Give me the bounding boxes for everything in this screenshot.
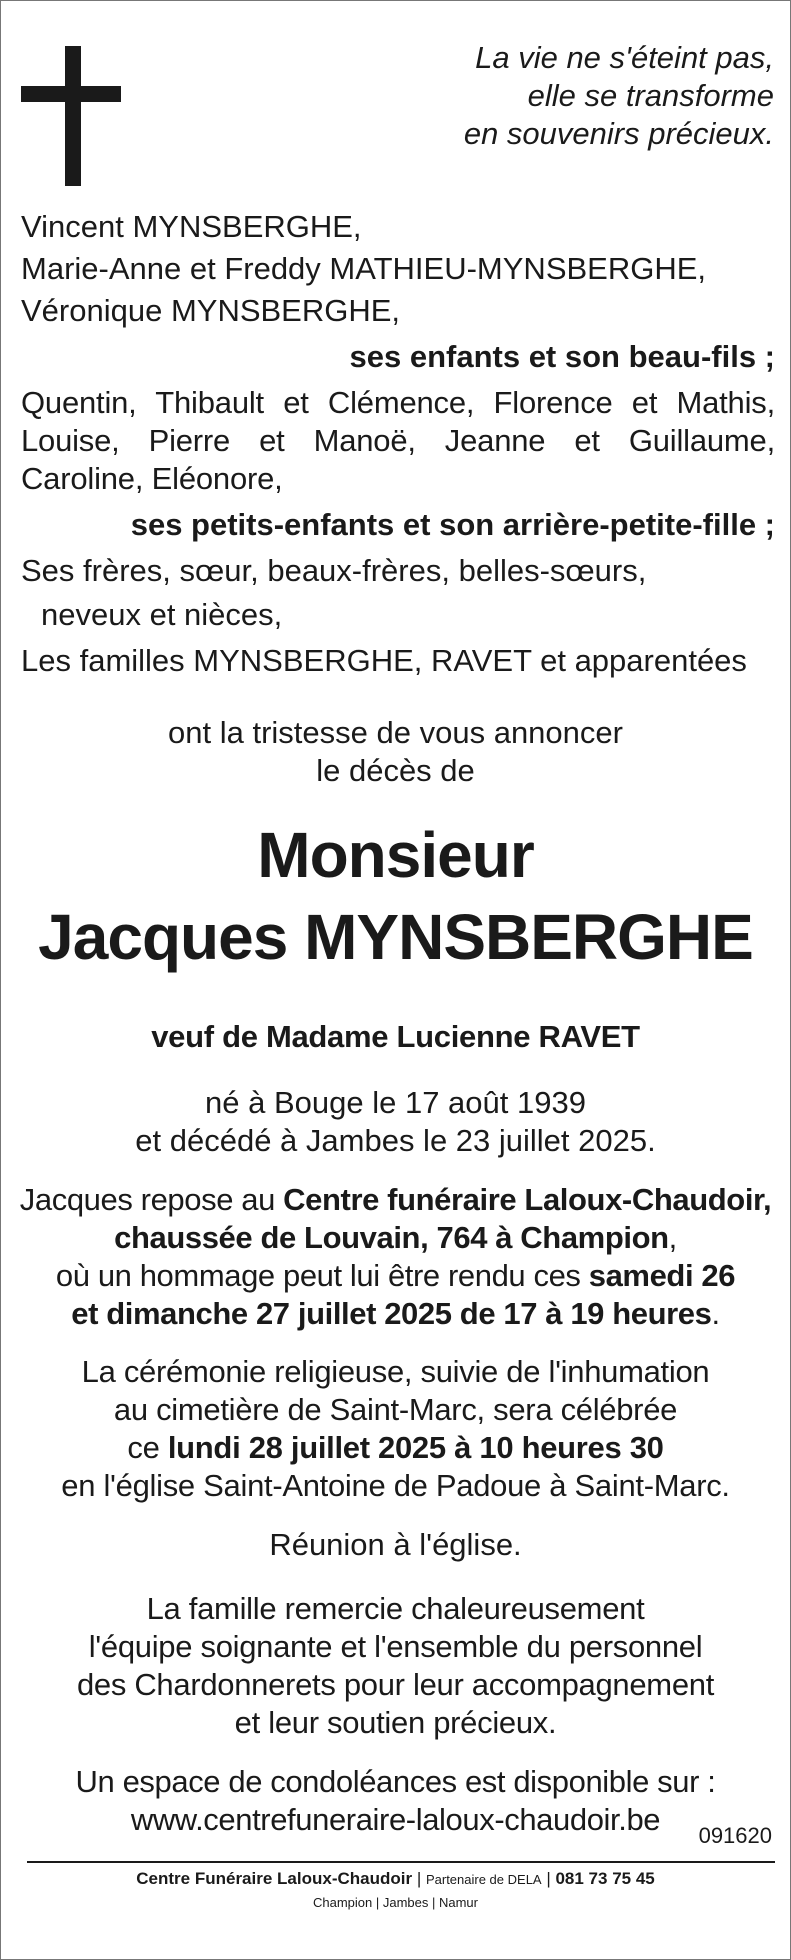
- cross-icon: [21, 46, 121, 186]
- quote-line: elle se transforme: [527, 78, 774, 113]
- visitation-hours: et dimanche 27 juillet 2025 de 17 à 19 heures: [71, 1296, 712, 1331]
- thanks-line: La famille remercie chaleureusement: [146, 1591, 645, 1626]
- ceremony-line: La cérémonie religieuse, suivie de l'inhumation: [81, 1354, 710, 1389]
- child-name: Vincent MYNSBERGHE,: [21, 209, 362, 244]
- deceased-name: Jacques MYNSBERGHE: [38, 901, 753, 973]
- quote-line: La vie ne s'éteint pas,: [475, 40, 774, 75]
- families-line: Les familles MYNSBERGHE, RAVET et apparentées: [21, 643, 747, 678]
- repose-text: .: [711, 1296, 720, 1331]
- thanks-line: et leur soutien précieux.: [234, 1705, 557, 1740]
- child-name: Marie-Anne et Freddy MATHIEU-MYNSBERGHE,: [21, 251, 707, 286]
- ceremony-line: au cimetière de Saint-Marc, sera célébrée: [113, 1392, 678, 1427]
- ceremony-line: en l'église Saint-Antoine de Padoue à Saint-Marc.: [61, 1468, 730, 1503]
- reunion-line: Réunion à l'église.: [269, 1527, 522, 1562]
- footer-locations: Champion | Jambes | Namur: [313, 1895, 478, 1910]
- epigraph-quote: [464, 39, 774, 153]
- repose-text: Jacques repose au: [19, 1182, 284, 1217]
- visitation-day: samedi 26: [588, 1258, 736, 1293]
- child-name: Véronique MYNSBERGHE,: [21, 293, 401, 328]
- siblings-line: neveux et nièces,: [41, 597, 283, 632]
- children-role: ses enfants et son beau-fils ;: [349, 339, 775, 374]
- deceased-block: [1, 814, 790, 978]
- footer-phone: 081 73 75 45: [555, 1869, 655, 1888]
- condolences-block: [1, 1763, 790, 1839]
- footer-company-line: [1, 1869, 790, 1889]
- quote-line: en souvenirs précieux.: [463, 116, 774, 151]
- funeral-center-name: Centre funéraire Laloux-Chaudoir,: [283, 1182, 772, 1217]
- reference-number: 091620: [698, 1823, 772, 1848]
- family-list: [21, 208, 775, 680]
- grandchildren-names: Quentin, Thibault et Clémence, Florence et Mathis, Louise, Pierre et Manoë, Jeanne et Guillaume, Caroline, Eléonore,: [21, 385, 775, 496]
- siblings-line: Ses frères, sœur, beaux-frères, belles-sœurs,: [21, 553, 647, 588]
- grandchildren-role: ses petits-enfants et son arrière-petite-fille ;: [130, 507, 775, 542]
- repose-text: où un hommage peut lui être rendu ces: [55, 1258, 589, 1293]
- thanks-line: des Chardonnerets pour leur accompagnement: [76, 1667, 715, 1702]
- birth-line: né à Bouge le 17 août 1939: [205, 1085, 586, 1120]
- ceremony-datetime: lundi 28 juillet 2025 à 10 heures 30: [167, 1430, 664, 1465]
- footer-separator: |: [412, 1869, 426, 1888]
- thanks-block: [1, 1590, 790, 1742]
- funeral-center-address: chaussée de Louvain, 764 à Champion: [114, 1220, 669, 1255]
- condolences-line: Un espace de condoléances est disponible sur :: [75, 1764, 716, 1799]
- dates-block: [1, 1084, 790, 1160]
- announcement: [1, 714, 790, 790]
- deceased-title: Monsieur: [257, 819, 534, 891]
- footer-partner: Partenaire de DELA: [425, 1872, 542, 1887]
- condolences-url[interactable]: www.centrefuneraire-laloux-chaudoir.be: [130, 1802, 661, 1837]
- footer-divider: [27, 1861, 775, 1863]
- repose-text: ,: [668, 1220, 677, 1255]
- ceremony-text: ce: [127, 1430, 168, 1465]
- ceremony-block: [1, 1353, 790, 1505]
- death-line: et décédé à Jambes le 23 juillet 2025.: [135, 1123, 656, 1158]
- repose-block: [1, 1181, 790, 1333]
- announce-line: ont la tristesse de vous annoncer: [168, 715, 623, 750]
- footer-separator: |: [541, 1869, 556, 1888]
- widower-line: veuf de Madame Lucienne RAVET: [151, 1019, 640, 1054]
- announce-line: le décès de: [316, 753, 475, 788]
- footer-company: Centre Funéraire Laloux-Chaudoir: [136, 1869, 413, 1888]
- thanks-line: l'équipe soignante et l'ensemble du personnel: [88, 1629, 703, 1664]
